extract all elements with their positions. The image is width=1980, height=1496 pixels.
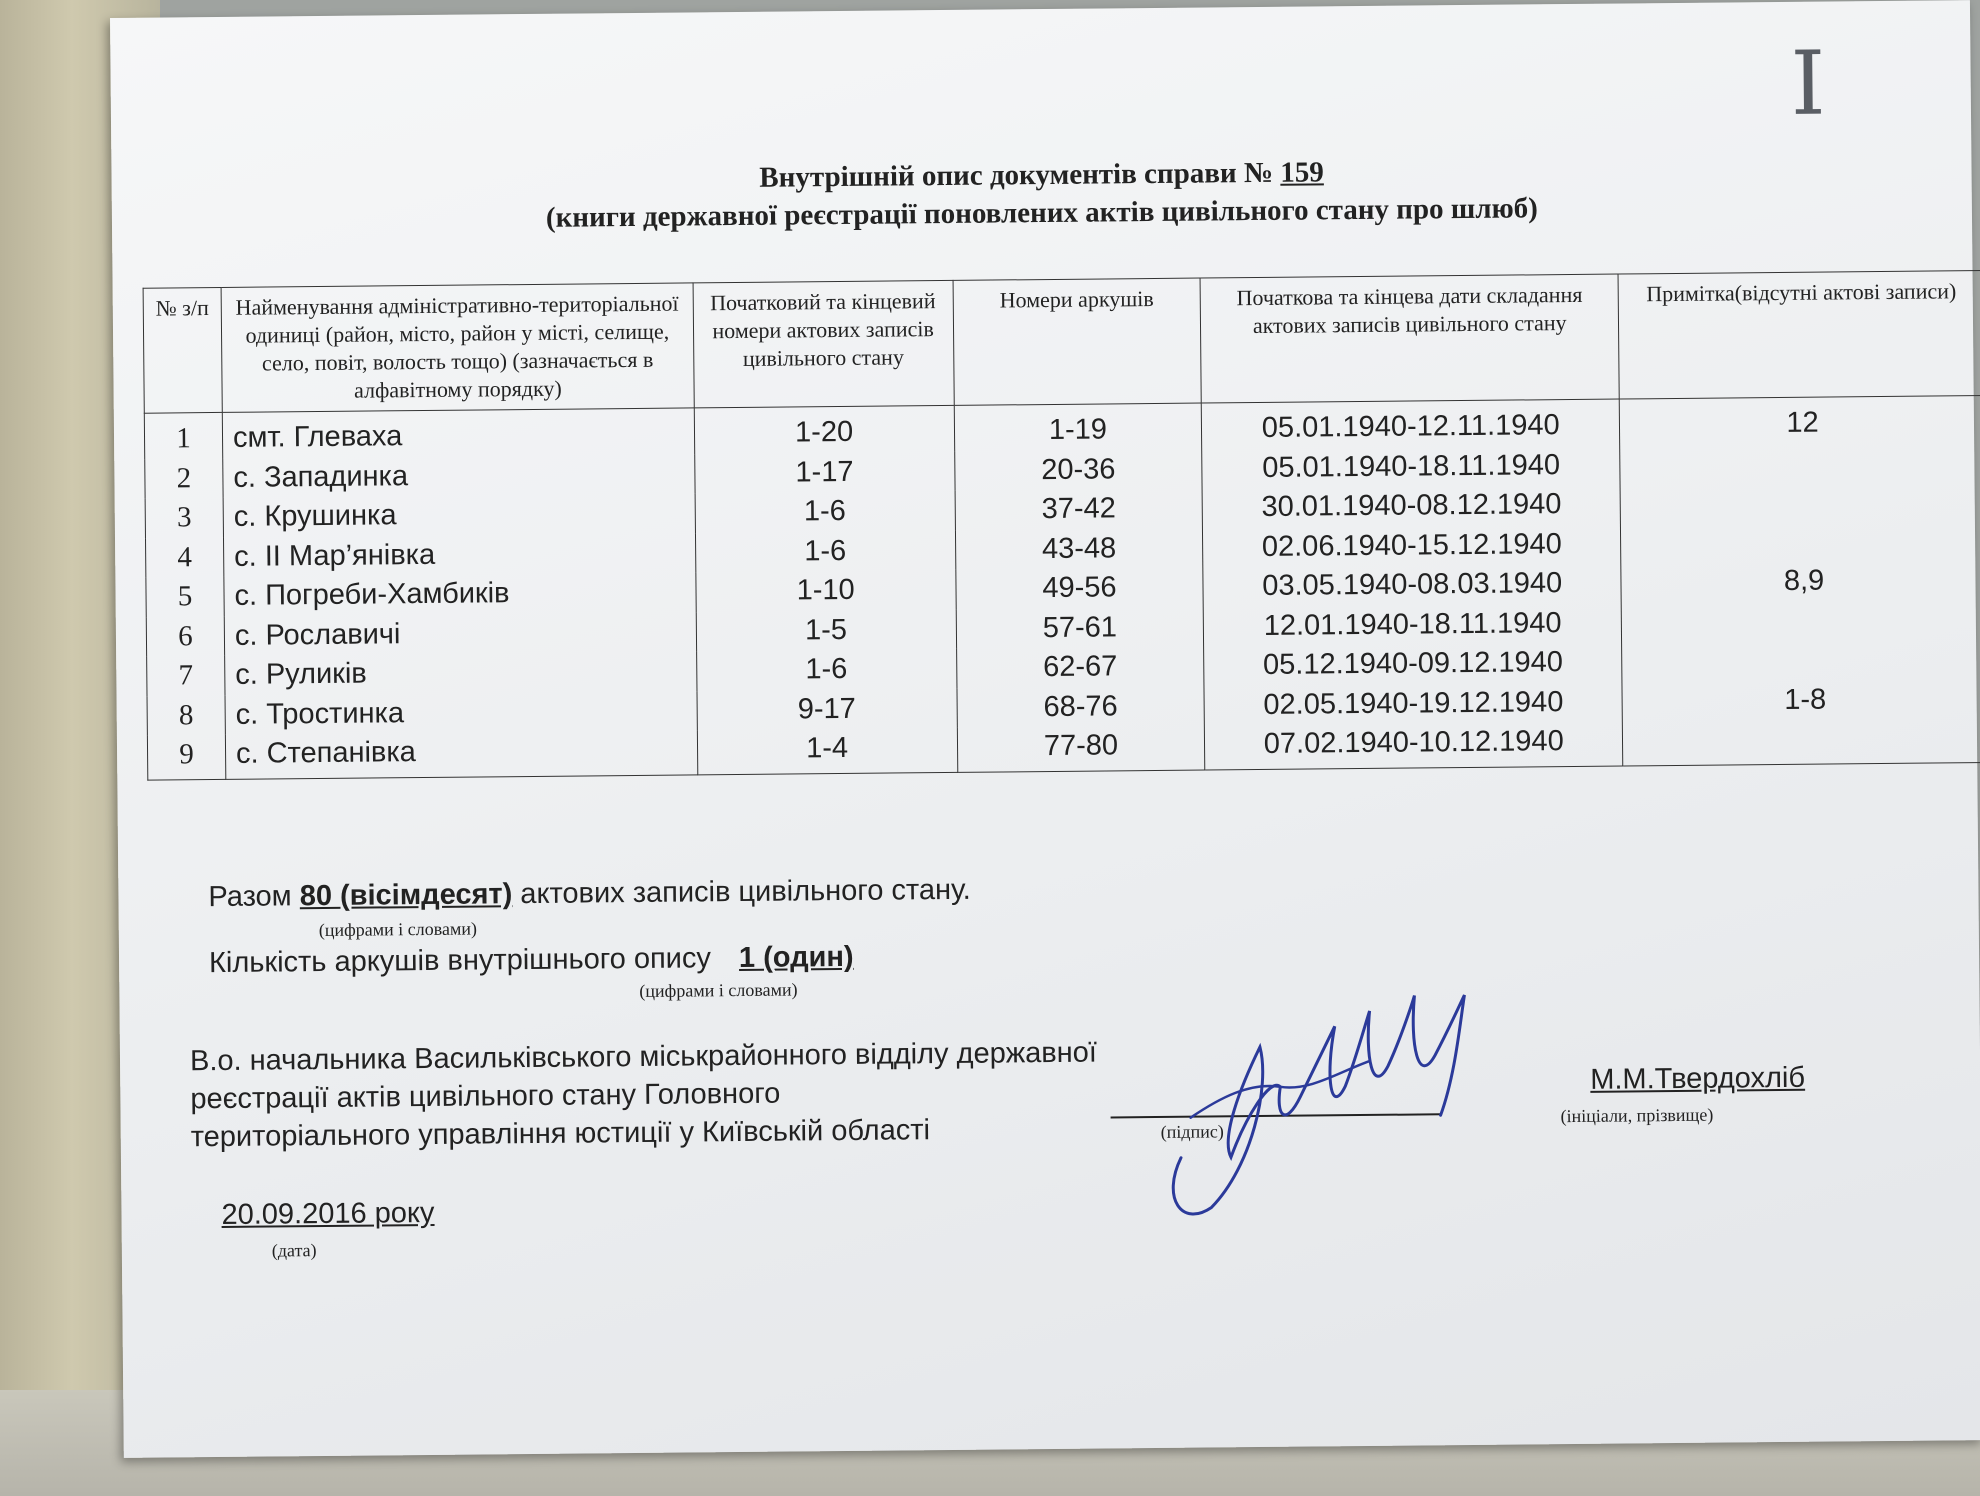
row-sheets: 62-67 [956,647,1204,689]
header-dates: Початкова та кінцева дати складання актових записів цивільного стану [1200,274,1619,403]
header-note: Примітка(відсутні актові записи) [1618,271,1980,400]
row-name: с. Руликів [225,651,697,695]
sheets-count-line [209,941,854,980]
row-records: 1-17 [694,451,954,493]
signature-hint: (підпис) [1160,1121,1224,1142]
row-number: 6 [146,616,224,656]
signatory-name-line [1590,1062,1805,1097]
date-value: 20.09.2016 року [221,1196,435,1231]
row-records: 1-6 [695,491,955,533]
row-records: 1-4 [697,728,957,774]
row-sheets: 77-80 [957,726,1205,772]
case-number: 159 [1280,156,1324,189]
row-records: 1-20 [694,405,954,453]
row-note [1621,521,1980,564]
row-dates: 05.01.1940-12.11.1940 [1202,399,1620,449]
row-number: 5 [146,577,224,617]
row-sheets: 43-48 [955,528,1203,570]
row-records: 1-6 [696,649,956,691]
totals-prefix: Разом [208,880,292,914]
row-dates: 12.01.1940-18.11.1940 [1204,603,1622,647]
row-name: с. Крушинка [223,493,695,537]
row-number: 1 [144,412,222,459]
row-note [1622,639,1980,682]
row-note: 1-8 [1622,679,1980,722]
signature-stroke-1 [1171,995,1466,1214]
signatory-line-3: територіального управління юстиції у Київській області [190,1114,931,1154]
row-dates: 03.05.1940-08.03.1940 [1203,564,1621,608]
row-number: 4 [145,537,223,577]
date-line [221,1197,434,1232]
date-hint: (дата) [271,1240,317,1261]
row-number: 3 [145,498,223,538]
row-note [1620,481,1980,524]
row-number: 2 [145,458,223,498]
document-subtitle: (книги державної реєстрації поновлених актів цивільного стану про шлюб) [545,192,1539,234]
totals-hint: (цифрами і словами) [318,918,478,941]
sheets-count-label: Кількість аркушів внутрішнього опису [208,942,712,980]
header-sheets: Номери аркушів [953,278,1202,405]
title-prefix: Внутрішній опис документів справи № [759,156,1274,194]
row-number: 8 [147,695,225,735]
header-name: Найменування адміністративно-територіальної одиниці (район, місто, район у місті, селище, село, повіт, волость тощо) (зазначається в алфавітному порядку) [221,283,694,413]
row-sheets: 37-42 [955,489,1203,531]
row-name: с. Западинка [223,454,695,498]
row-records: 1-5 [696,609,956,651]
row-note: 12 [1619,396,1980,446]
handwritten-signature [1159,965,1481,1228]
row-name: с. Рославичі [224,612,696,656]
row-number: 9 [147,735,225,780]
row-dates: 07.02.1940-10.12.1940 [1205,722,1623,770]
sheets-count-value: 1 (один) [738,940,854,975]
row-note [1621,600,1980,643]
row-note [1620,442,1980,485]
signatory-line-1: В.о. начальника Васильківського міськрайонного відділу державної [189,1036,1098,1078]
totals-value: 80 (вісімдесят) [299,878,513,913]
document-sheet [110,0,1980,1458]
header-number: № з/п [143,287,222,413]
inventory-table [143,270,1980,780]
signatory-name: М.М.Твердохліб [1590,1061,1806,1096]
row-sheets: 49-56 [955,568,1203,610]
table-header-row [143,271,1980,414]
row-number: 7 [147,656,225,696]
row-name: с. ІІ Мар’янівка [223,533,695,577]
row-dates: 02.06.1940-15.12.1940 [1203,524,1621,568]
row-records: 1-6 [695,530,955,572]
row-name: с. Степанівка [225,730,697,779]
totals-line [208,874,971,914]
row-name: смт. Глеваха [222,408,694,459]
row-name: с. Погреби-Хамбиків [224,572,696,616]
sheet-mark: I [1790,31,1826,135]
row-note: 8,9 [1621,560,1980,603]
row-records: 9-17 [697,688,957,730]
signatory-line-2: реєстрації актів цивільного стану Головного [190,1077,781,1116]
sheets-count-hint: (цифрами і словами) [639,979,798,1001]
row-sheets: 68-76 [957,686,1205,728]
row-sheets: 1-19 [954,403,1202,451]
signatory-name-hint: (ініціали, прізвище) [1560,1104,1714,1127]
header-records: Початковий та кінцевий номери актових записів цивільного стану [693,280,954,407]
row-records: 1-10 [696,570,956,612]
row-dates: 05.01.1940-18.11.1940 [1202,445,1620,489]
row-name: с. Тростинка [225,691,697,735]
totals-suffix: актових записів цивільного стану. [520,873,971,911]
row-dates: 05.12.1940-09.12.1940 [1204,643,1622,687]
row-sheets: 57-61 [956,607,1204,649]
row-note [1622,718,1980,766]
row-sheets: 20-36 [954,449,1202,491]
row-dates: 30.01.1940-08.12.1940 [1202,485,1620,529]
row-dates: 02.05.1940-19.12.1940 [1204,682,1622,726]
